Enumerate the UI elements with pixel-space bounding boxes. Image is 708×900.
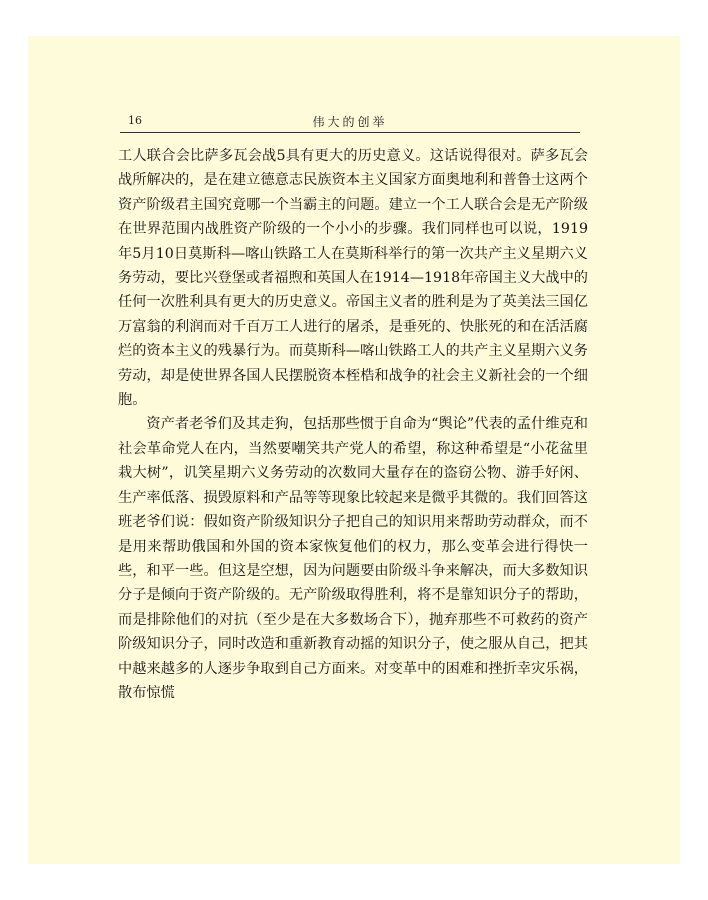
paragraph-1: 工人联合会比萨多瓦会战5具有更大的历史意义。这话说得很对。萨多瓦会战所解决的，是在建立德意志民族资本主义国家方面奥地利和普鲁士这两个资产阶级君主国究竟哪一个当霸主的问题。建立一个工人联合会是无产阶级在世界范围内战胜资产阶级的一个小小的步骤。我们同样也可以说，1919年5月10日莫斯科—喀山铁路工人在莫斯科举行的第一次共产主义星期六义务劳动，要比兴登堡或者福煦和英国人在1914—1918年帝国主义大战中的任何一次胜利具有更大的历史意义。帝国主义者的胜利是为了英美法三国亿万富翁的利润而对千百万工人进行的屠杀，是垂死的、快胀死的和在活活腐烂的资本主义的残暴行为。而莫斯科—喀山铁路工人的共产主义星期六义务劳动，却是使世界各国人民摆脱资本桎梏和战争的社会主义新社会的一个细胞。 [118,148,588,409]
running-header [120,110,580,133]
body-text [118,144,588,705]
book-title: 伟大的创举 [312,115,388,129]
page-number: 16 [128,114,142,127]
paragraph-2: 资产者老爷们及其走狗，包括那些惯于自命为“舆论”代表的孟什维克和社会革命党人在内，当然要嘲笑共产党人的希望，称这种希望是“小花盆里栽大树”，讥笑星期六义务劳动的次数同大量存在的盗窃公物、游手好闲、生产率低落、损毁原料和产品等等现象比较起来是微乎其微的。我们回答这班老爷们说：假如资产阶级知识分子把自己的知识用来帮助劳动群众，而不是用来帮助俄国和外国的资本家恢复他们的权力，那么变革会进行得快一些，和平一些。但这是空想，因为问题要由阶级斗争来解决，而大多数知识分子是倾向于资产阶级的。无产阶级取得胜利，将不是靠知识分子的帮助，而是排除他们的对抗（至少是在大多数场合下），抛弃那些不可救药的资产阶级知识分子，同时改造和重新教育动摇的知识分子，使之服从自己，把其中越来越多的人逐步争取到自己方面来。对变革中的困难和挫折幸灾乐祸，散布惊慌 [118,416,588,701]
